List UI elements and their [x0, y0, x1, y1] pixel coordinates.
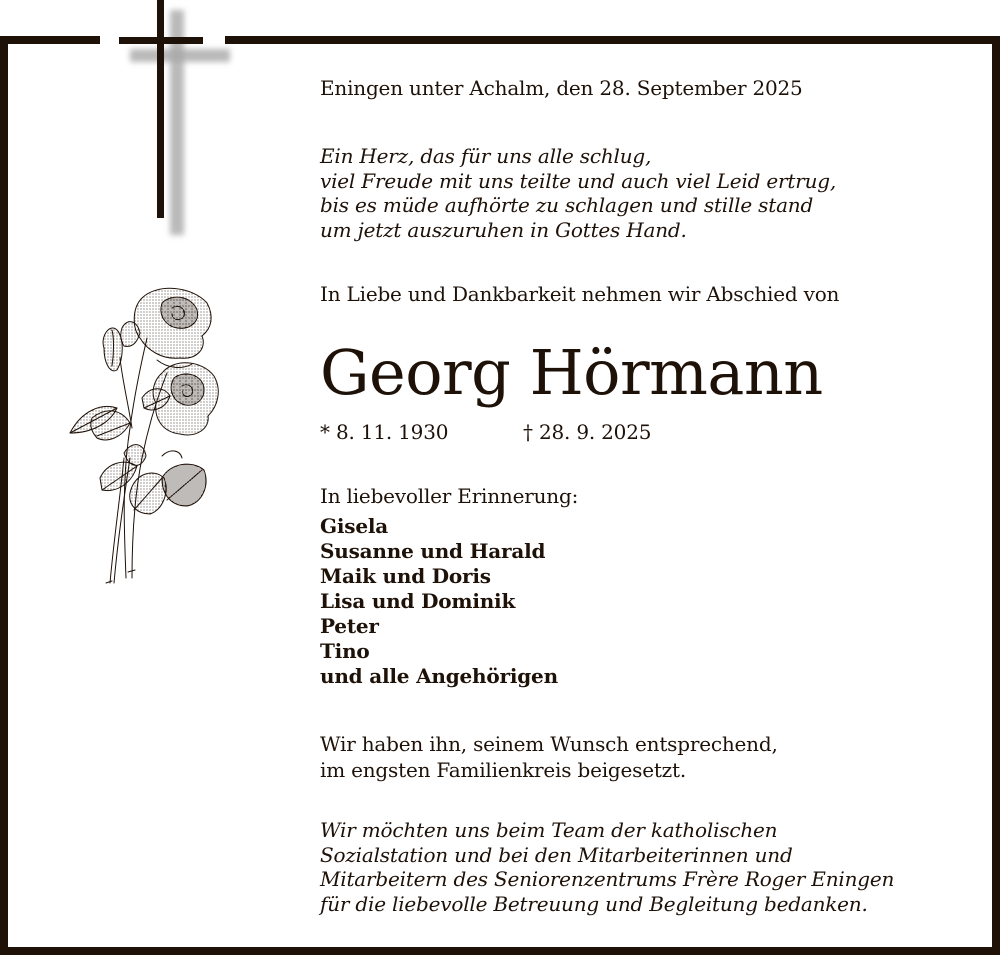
poem-line: Ein Herz, das für uns alle schlug, [320, 144, 652, 168]
frame-top-right-border [225, 36, 1000, 44]
burial-note-line: im engsten Familienkreis beigesetzt. [320, 758, 687, 782]
cross-vertical-bar [157, 0, 164, 218]
mourner: Tino [320, 639, 370, 663]
place-date: Eningen unter Achalm, den 28. September 2025 [320, 76, 803, 100]
thanks-line: Sozialstation und bei den Mitarbeiterinnen und [320, 842, 793, 867]
cross-icon [110, 0, 230, 240]
burial-note [320, 731, 778, 783]
memory-label: In liebevoller Erinnerung: [320, 484, 579, 508]
cross-shadow-horizontal [130, 49, 230, 62]
mourner: und alle Angehörigen [320, 664, 558, 688]
frame-left-border [0, 36, 8, 955]
poem [320, 144, 836, 242]
cross-horizontal-bar [119, 37, 203, 44]
rose-illustration [62, 278, 237, 588]
frame-right-border [992, 36, 1000, 955]
death-date: † 28. 9. 2025 [523, 420, 652, 444]
farewell-intro: In Liebe und Dankbarkeit nehmen wir Abschied von [320, 282, 840, 306]
thanks-note [320, 818, 894, 916]
frame-bottom-border [0, 947, 1000, 955]
thanks-line: Wir möchten uns beim Team der katholischen [320, 818, 778, 842]
poem-line: um jetzt auszuruhen in Gottes Hand. [320, 217, 687, 242]
mourner: Susanne und Harald [320, 539, 546, 563]
mourner: Gisela [320, 514, 389, 538]
poem-line: viel Freude mit uns teilte und auch viel Leid ertrug, [320, 168, 837, 193]
mourner: Maik und Doris [320, 564, 491, 588]
deceased-name: Georg Hörmann [320, 336, 823, 409]
mourners-list [320, 514, 558, 689]
poem-line: bis es müde aufhörte zu schlagen und stille stand [320, 193, 814, 217]
thanks-line: für die liebevolle Betreuung und Begleitung bedanken. [320, 891, 868, 916]
frame-top-left-border [0, 36, 100, 44]
mourner: Peter [320, 614, 379, 638]
mourner: Lisa und Dominik [320, 589, 516, 613]
thanks-line: Mitarbeitern des Seniorenzentrums Frère Roger Eningen [320, 867, 895, 891]
birth-date: * 8. 11. 1930 [320, 420, 449, 444]
burial-note-line: Wir haben ihn, seinem Wunsch entsprechend, [320, 732, 778, 756]
